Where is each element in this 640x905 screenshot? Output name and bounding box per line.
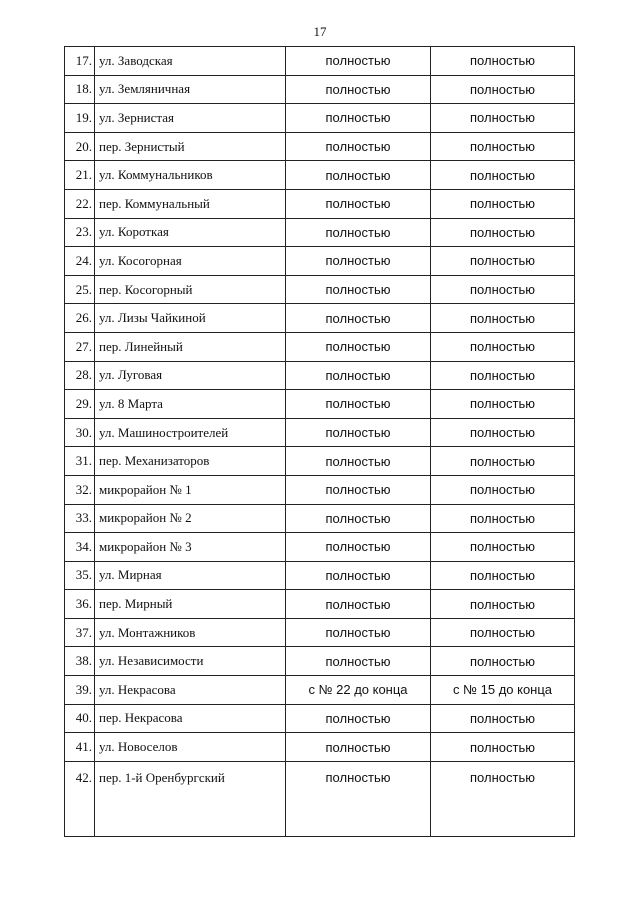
table-row <box>65 618 575 647</box>
odd-side-cell: полностью <box>431 590 575 619</box>
even-side-cell: полностью <box>286 561 431 590</box>
odd-side-cell: полностью <box>431 447 575 476</box>
odd-side-cell: полностью <box>431 189 575 218</box>
table-row <box>65 161 575 190</box>
table-row <box>65 733 575 762</box>
even-side-cell: полностью <box>286 304 431 333</box>
row-number-cell: 29. <box>65 390 95 419</box>
street-name-cell: ул. Луговая <box>95 361 286 390</box>
table-row <box>65 676 575 705</box>
row-number-cell: 35. <box>65 561 95 590</box>
odd-side-cell: полностью <box>431 47 575 76</box>
row-number-cell: 40. <box>65 704 95 733</box>
street-name-cell: пер. Косогорный <box>95 275 286 304</box>
table-row <box>65 47 575 76</box>
even-side-cell: полностью <box>286 761 431 836</box>
table-row <box>65 104 575 133</box>
table-row <box>65 533 575 562</box>
street-name-cell: ул. Коммунальников <box>95 161 286 190</box>
street-name-cell: пер. Зернистый <box>95 132 286 161</box>
odd-side-cell: полностью <box>431 647 575 676</box>
even-side-cell: полностью <box>286 361 431 390</box>
row-number-cell: 31. <box>65 447 95 476</box>
odd-side-cell: полностью <box>431 561 575 590</box>
odd-side-cell: полностью <box>431 361 575 390</box>
street-name-cell: пер. Мирный <box>95 590 286 619</box>
even-side-cell: полностью <box>286 104 431 133</box>
row-number-cell: 18. <box>65 75 95 104</box>
even-side-cell: полностью <box>286 704 431 733</box>
street-name-cell: пер. Некрасова <box>95 704 286 733</box>
odd-side-cell: полностью <box>431 304 575 333</box>
even-side-cell: полностью <box>286 75 431 104</box>
even-side-cell: полностью <box>286 47 431 76</box>
street-name-cell: ул. 8 Марта <box>95 390 286 419</box>
odd-side-cell: полностью <box>431 75 575 104</box>
street-name-cell: ул. Зернистая <box>95 104 286 133</box>
odd-side-cell: полностью <box>431 618 575 647</box>
table-row <box>65 275 575 304</box>
table-row <box>65 418 575 447</box>
row-number-cell: 37. <box>65 618 95 647</box>
row-number-cell: 38. <box>65 647 95 676</box>
odd-side-cell: полностью <box>431 761 575 836</box>
even-side-cell: полностью <box>286 247 431 276</box>
row-number-cell: 28. <box>65 361 95 390</box>
street-name-cell: ул. Новоселов <box>95 733 286 762</box>
table-row <box>65 218 575 247</box>
street-name-cell: ул. Машиностроителей <box>95 418 286 447</box>
row-number-cell: 19. <box>65 104 95 133</box>
street-name-cell: ул. Лизы Чайкиной <box>95 304 286 333</box>
odd-side-cell: полностью <box>431 504 575 533</box>
row-number-cell: 33. <box>65 504 95 533</box>
odd-side-cell: полностью <box>431 275 575 304</box>
table-row <box>65 189 575 218</box>
odd-side-cell: полностью <box>431 733 575 762</box>
street-name-cell: пер. Механизаторов <box>95 447 286 476</box>
street-name-cell: ул. Косогорная <box>95 247 286 276</box>
odd-side-cell: полностью <box>431 104 575 133</box>
page-number: 17 <box>313 24 327 39</box>
table-row <box>65 447 575 476</box>
table-row <box>65 704 575 733</box>
row-number-cell: 22. <box>65 189 95 218</box>
street-name-cell: ул. Земляничная <box>95 75 286 104</box>
even-side-cell: полностью <box>286 275 431 304</box>
table-row <box>65 75 575 104</box>
table-row <box>65 475 575 504</box>
street-name-cell: микрорайон № 1 <box>95 475 286 504</box>
table-row <box>65 304 575 333</box>
table-row <box>65 361 575 390</box>
table-row <box>65 561 575 590</box>
even-side-cell: полностью <box>286 590 431 619</box>
table-row <box>65 390 575 419</box>
row-number-cell: 23. <box>65 218 95 247</box>
odd-side-cell: полностью <box>431 475 575 504</box>
even-side-cell: полностью <box>286 618 431 647</box>
table-row <box>65 504 575 533</box>
odd-side-cell: полностью <box>431 132 575 161</box>
even-side-cell: полностью <box>286 504 431 533</box>
row-number-cell: 26. <box>65 304 95 333</box>
row-number-cell: 32. <box>65 475 95 504</box>
odd-side-cell: полностью <box>431 332 575 361</box>
odd-side-cell: полностью <box>431 218 575 247</box>
streets-table <box>64 46 575 837</box>
row-number-cell: 20. <box>65 132 95 161</box>
street-name-cell: пер. Линейный <box>95 332 286 361</box>
street-name-cell: ул. Некрасова <box>95 676 286 705</box>
even-side-cell: полностью <box>286 447 431 476</box>
odd-side-cell: полностью <box>431 390 575 419</box>
even-side-cell: полностью <box>286 533 431 562</box>
table-row <box>65 761 575 836</box>
street-name-cell: ул. Независимости <box>95 647 286 676</box>
row-number-cell: 41. <box>65 733 95 762</box>
even-side-cell: полностью <box>286 189 431 218</box>
row-number-cell: 27. <box>65 332 95 361</box>
even-side-cell: полностью <box>286 161 431 190</box>
street-name-cell: микрорайон № 3 <box>95 533 286 562</box>
row-number-cell: 30. <box>65 418 95 447</box>
even-side-cell: полностью <box>286 647 431 676</box>
even-side-cell: полностью <box>286 218 431 247</box>
street-name-cell: ул. Монтажников <box>95 618 286 647</box>
table-body <box>65 47 575 837</box>
even-side-cell: с № 22 до конца <box>286 676 431 705</box>
table-row <box>65 332 575 361</box>
even-side-cell: полностью <box>286 132 431 161</box>
row-number-cell: 17. <box>65 47 95 76</box>
row-number-cell: 25. <box>65 275 95 304</box>
row-number-cell: 39. <box>65 676 95 705</box>
odd-side-cell: полностью <box>431 533 575 562</box>
street-name-cell: ул. Короткая <box>95 218 286 247</box>
street-name-cell: пер. 1-й Оренбургский <box>95 761 286 836</box>
row-number-cell: 42. <box>65 761 95 836</box>
row-number-cell: 24. <box>65 247 95 276</box>
table-row <box>65 647 575 676</box>
street-name-cell: ул. Заводская <box>95 47 286 76</box>
odd-side-cell: полностью <box>431 161 575 190</box>
even-side-cell: полностью <box>286 332 431 361</box>
even-side-cell: полностью <box>286 475 431 504</box>
row-number-cell: 34. <box>65 533 95 562</box>
odd-side-cell: полностью <box>431 704 575 733</box>
street-name-cell: пер. Коммунальный <box>95 189 286 218</box>
table-row <box>65 590 575 619</box>
odd-side-cell: полностью <box>431 247 575 276</box>
table-row <box>65 247 575 276</box>
row-number-cell: 36. <box>65 590 95 619</box>
odd-side-cell: с № 15 до конца <box>431 676 575 705</box>
even-side-cell: полностью <box>286 390 431 419</box>
even-side-cell: полностью <box>286 733 431 762</box>
odd-side-cell: полностью <box>431 418 575 447</box>
street-name-cell: ул. Мирная <box>95 561 286 590</box>
row-number-cell: 21. <box>65 161 95 190</box>
street-name-cell: микрорайон № 2 <box>95 504 286 533</box>
even-side-cell: полностью <box>286 418 431 447</box>
table-row <box>65 132 575 161</box>
